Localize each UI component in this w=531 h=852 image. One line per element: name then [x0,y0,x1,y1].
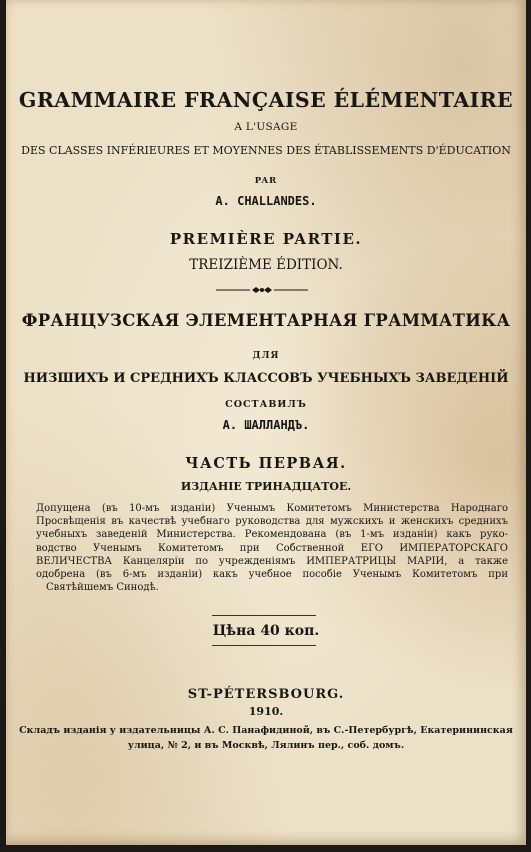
approval-line: водство Ученымъ Комитетомъ при Собственной ЕГО ИМПЕРАТОРСКАГО [36,542,508,554]
publisher-line: улица, № 2, и въ Москвѣ, Лялинъ пер., соб. домъ. [127,740,405,751]
french-usage-line: A L'USAGE [234,121,298,133]
imprint-year: 1910. [248,705,284,718]
price-bottom-rule [212,645,316,646]
french-classes-line: DES CLASSES INFÉRIEURES ET MOYENNES DES ÉTABLISSEMENTS D'ÉDUCATION [21,144,511,157]
russian-edition: ИЗДАНІЕ ТРИНАДЦАТОЕ. [180,480,352,493]
french-author: A. CHALLANDES. [215,194,317,208]
approval-line: Просвѣщенія въ качествѣ учебнаго руководства для мужскихъ и женскихъ среднихъ [36,516,508,528]
french-part: PREMIÈRE PARTIE. [169,230,363,248]
approval-paragraph [36,502,508,594]
russian-for: ДЛЯ [252,351,280,361]
ornament-divider-icon [214,285,310,295]
publisher-line: Складъ изданія у издательницы А. С. Панафидиной, въ С.-Петербургѣ, Екатерининская [19,725,513,736]
russian-part: ЧАСТЬ ПЕРВАЯ. [185,455,347,472]
title-page [6,0,526,845]
imprint-city: ST-PÉTERSBOURG. [187,687,345,702]
french-title: GRAMMAIRE FRANÇAISE ÉLÉMENTAIRE [18,88,514,112]
approval-line: учебныхъ заведеній Министерства. Рекомендована (въ 1-мъ изданіи) какъ руко- [36,529,508,541]
approval-line: Святѣйшемъ Синодѣ. [46,582,159,594]
french-par: PAR [254,176,278,186]
approval-line: Допущена (въ 10-мъ изданіи) Ученымъ Комитетомъ Министерства Народнаго [36,503,508,514]
price-top-rule [212,615,316,616]
russian-compiled: СОСТАВИЛЪ [225,399,307,410]
approval-line: одобрена (въ 6-мъ изданіи) какъ учебное пособіе Ученымъ Комитетомъ при [36,569,508,581]
approval-line: ВЕЛИЧЕСТВА Канцеляріи по учрежденіямъ ИМПЕРАТРИЦЫ МАРІИ, а также [36,555,508,567]
french-edition: TREIZIÈME ÉDITION. [189,257,343,273]
price: Цѣна 40 коп. [212,623,320,639]
russian-author: А. ШАЛЛАНДЪ. [222,418,310,432]
russian-classes-line: НИЗШИХЪ И СРЕДНИХЪ КЛАССОВЪ УЧЕБНЫХЪ ЗАВЕДЕНІЙ [23,371,509,386]
russian-title: ФРАНЦУЗСКАЯ ЭЛЕМЕНТАРНАЯ ГРАММАТИКА [21,311,511,330]
